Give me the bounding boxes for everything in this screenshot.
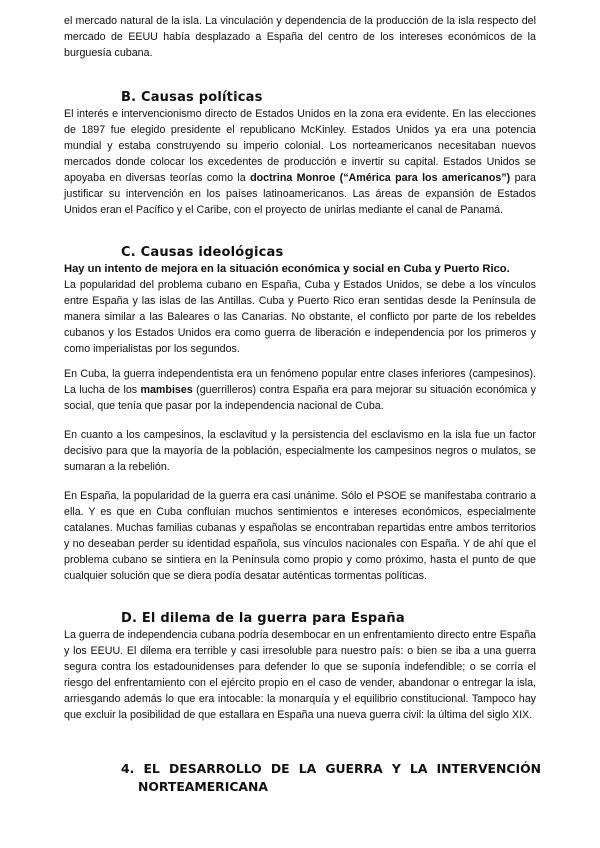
section-c-lead: Hay un intento de mejora en la situación económica y social en Cuba y Puerto Rico. <box>64 263 510 275</box>
section-b-heading: B. Causas políticas <box>121 90 263 105</box>
section-4-heading-line-2: NORTEAMERICANA <box>138 779 268 794</box>
section-b-text-1: El interés e intervencionismo directo de Estados Unidos en la zona era evidente. En las elecciones de 1897 fue elegido presidente el republicano McKinley. Estados Unidos ya era una potencia mundial y estaba construyendo su imperio colonial. Los norteamericanos necesitaban nuevos mercados donde colocar los excedentes de producción e invertir su capital. Estados Unidos se apoyaba en diversas teorías como la <box>64 108 536 184</box>
section-c-heading: C. Causas ideológicas <box>121 245 284 260</box>
section-c-p2-text-2: (guerrilleros) contra España era para mejorar su situación económica y social, que tenía que pasar por la independencia nacional de Cuba. <box>64 384 536 412</box>
section-d-paragraph: La guerra de independencia cubana podría desembocar en un enfrentamiento directo entre España y los EEUU. El dilema era terrible y casi irresoluble para nuestro país: o bien se iba a una guerra segura contra los estadounidenses para defender lo que se suponía indefendible; o se corría el riesgo del enfrentamiento con el ejército propio en el caso de vender, abandonar o entregar la isla, arriesgando además lo que era intocable: la monarquía y el equilibrio constitucional. Tampoco hay que excluir la posibilidad de que estallara en España una nueva guerra civil: la última del siglo XIX. <box>64 629 536 721</box>
intro-paragraph: el mercado natural de la isla. La vinculación y dependencia de la producción de la isla respecto del mercado de EEUU había desplazado a España del centro de los intereses económicos de la burguesía cubana. <box>64 15 536 59</box>
section-c-paragraph-2 <box>64 366 536 414</box>
mambises-term: mambises <box>140 384 193 396</box>
section-c-paragraph-4: En España, la popularidad de la guerra era casi unánime. Sólo el PSOE se manifestaba contrario a ella. Y es que en Cuba confluían muchos sentimientos e intereses económicos, especialmente catalanes. Muchas familias cubanas y españolas se encontraban repartidas entre ambos territorios y no deseaban perder su identidad española, sus vínculos nacionales con España. Y de ahí que el problema cubano se sintiera en la Península como propio y como próximo, hasta el punto de que cualquier solución que se diera podía desatar auténticas tormentas políticas. <box>64 490 536 582</box>
section-b-paragraph <box>64 106 536 218</box>
section-4-heading-line-1: 4. EL DESARROLLO DE LA GUERRA Y LA INTERVENCIÓN <box>121 761 541 776</box>
section-d-heading: D. El dilema de la guerra para España <box>121 611 405 626</box>
section-c-paragraph-3: En cuanto a los campesinos, la esclavitud y la persistencia del esclavismo en la isla fue un factor decisivo para que la mayoría de la población, especialmente los campesinos negros o mulatos, se sumaran a la rebelión. <box>64 429 536 473</box>
section-c-paragraph-1: La popularidad del problema cubano en España, Cuba y Estados Unidos, se debe a los vínculos entre España y las islas de las Antillas. Cuba y Puerto Rico eran sentidas desde la Península de manera similar a las Baleares o las Canarias. No obstante, el conflicto por parte de los rebeldes cubanos y los Estados Unidos era como guerra de liberación e independencia por los primeros y como imperialistas por los segundos. <box>64 279 536 355</box>
section-b-text-2: para justificar su intervención en los países latinoamericanos. Las áreas de expansión de Estados Unidos eran el Pacífico y el Caribe, con el proyecto de unirlas mediante el canal de Panamá. <box>64 172 536 216</box>
section-c-p2-text-1: En Cuba, la guerra independentista era un fenómeno popular entre clases inferiores (campesinos). La lucha de los <box>64 368 536 396</box>
monroe-doctrine-term: doctrina Monroe (“América para los americanos”) <box>250 172 511 184</box>
